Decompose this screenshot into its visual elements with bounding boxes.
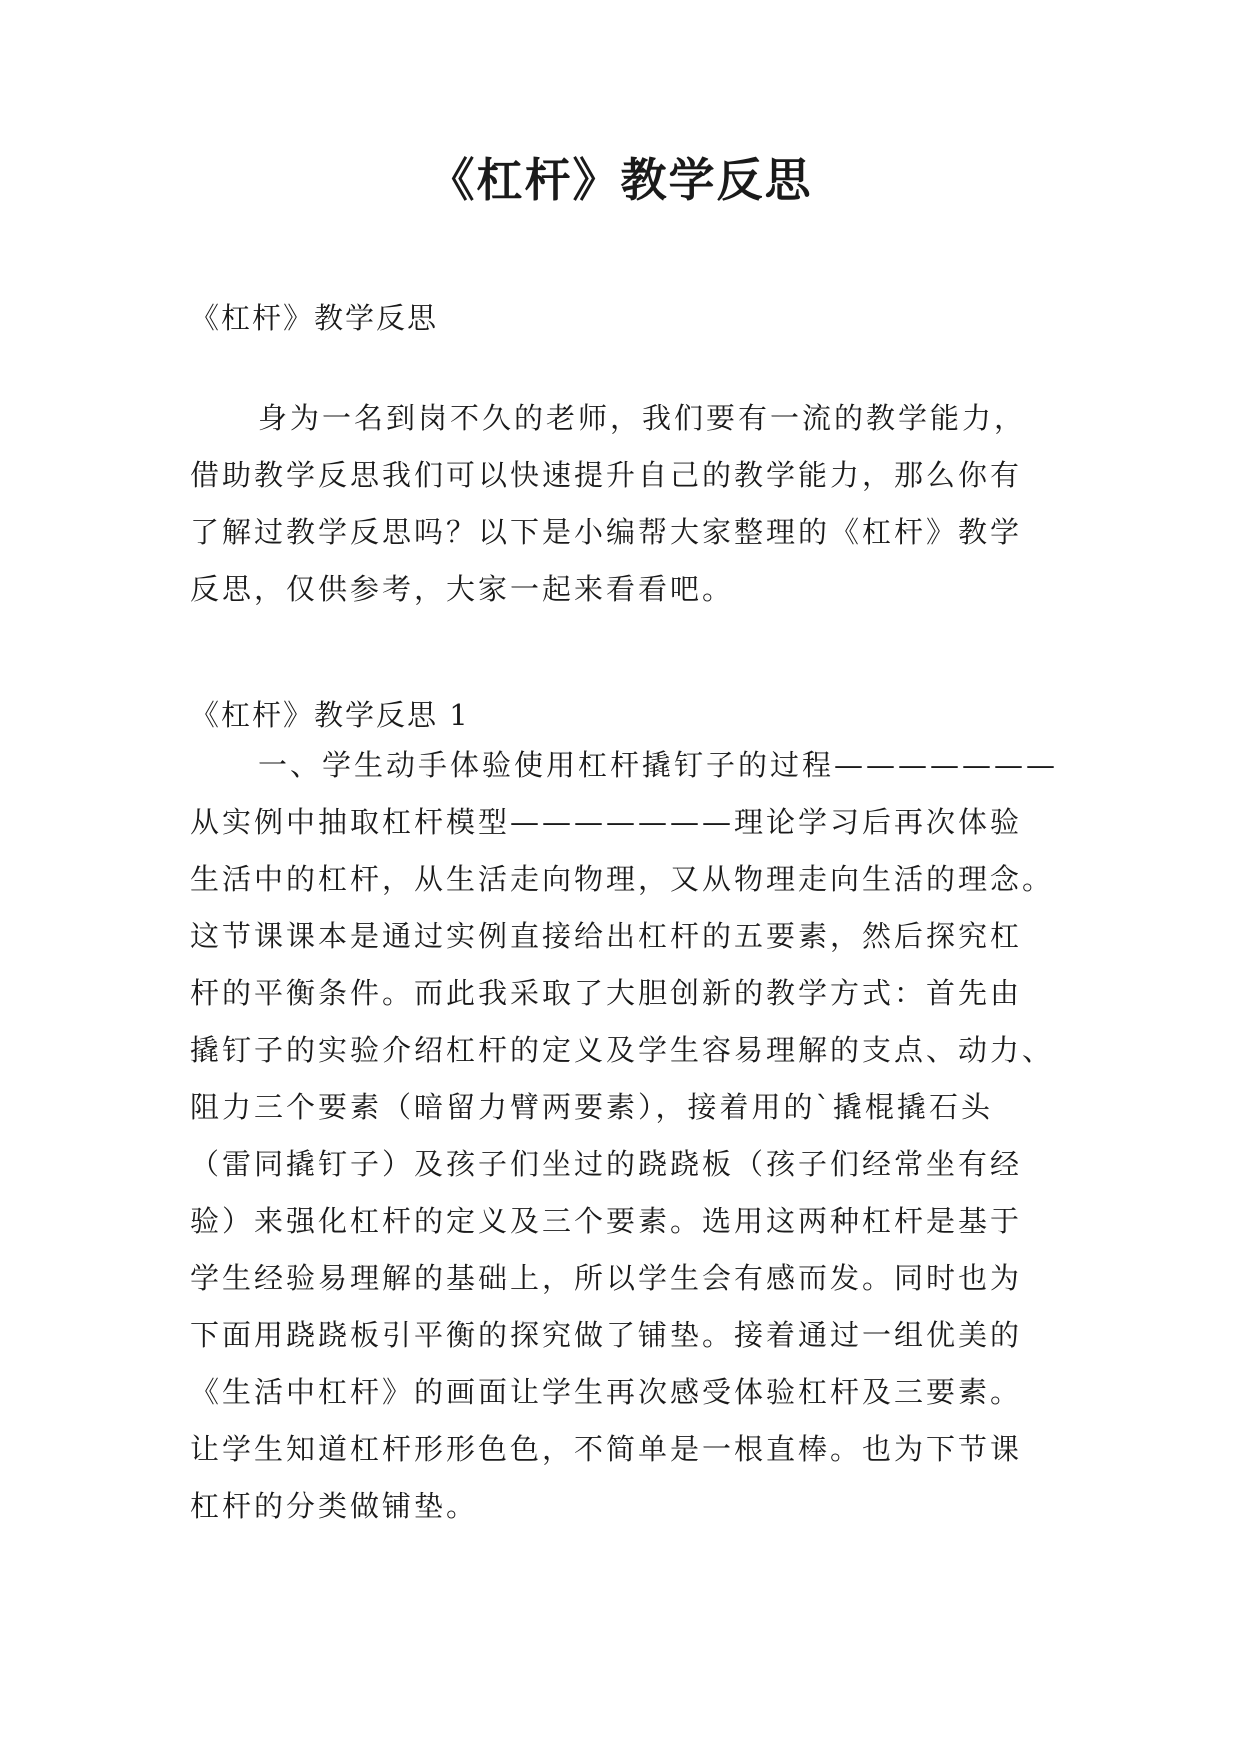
section-line: 杆的平衡条件。而此我采取了大胆创新的教学方式：首先由 [190, 976, 1023, 1010]
section-line: 验）来强化杠杆的定义及三个要素。选用这两种杠杆是基于 [190, 1204, 1023, 1238]
section-line: 从实例中抽取杠杆模型———————理论学习后再次体验 [190, 805, 1023, 839]
section-line: 杠杆的分类做铺垫。 [190, 1489, 479, 1523]
section-line: 撬钉子的实验介绍杠杆的定义及学生容易理解的支点、动力、 [190, 1033, 1055, 1067]
section-line: 阻力三个要素（暗留力臂两要素），接着用的`撬棍撬石头 [190, 1090, 994, 1124]
intro-paragraph [190, 390, 1075, 618]
section-line: 生活中的杠杆，从生活走向物理，又从物理走向生活的理念。 [190, 862, 1055, 896]
section-line: 这节课课本是通过实例直接给出杠杆的五要素，然后探究杠 [190, 919, 1023, 953]
intro-line: 身为一名到岗不久的老师，我们要有一流的教学能力， [258, 401, 1027, 435]
intro-line: 借助教学反思我们可以快速提升自己的教学能力，那么你有 [190, 458, 1023, 492]
section-line: （雷同撬钉子）及孩子们坐过的跷跷板（孩子们经常坐有经 [190, 1147, 1023, 1181]
section-line: 《生活中杠杆》的画面让学生再次感受体验杠杆及三要素。 [190, 1375, 1023, 1409]
section-line: 一、学生动手体验使用杠杆撬钉子的过程——————— [258, 748, 1059, 782]
section-line: 让学生知道杠杆形形色色，不简单是一根直棒。也为下节课 [190, 1432, 1023, 1466]
document-subtitle: 《杠杆》教学反思 [190, 301, 439, 335]
intro-line: 反思，仅供参考，大家一起来看看吧。 [190, 572, 735, 606]
section-line: 下面用跷跷板引平衡的探究做了铺垫。接着通过一组优美的 [190, 1318, 1023, 1352]
section-paragraph [190, 737, 1075, 1535]
document-title: 《杠杆》教学反思 [428, 153, 813, 207]
section-title: 《杠杆》教学反思 1 [190, 698, 470, 732]
section-line: 学生经验易理解的基础上，所以学生会有感而发。同时也为 [190, 1261, 1023, 1295]
intro-line: 了解过教学反思吗？以下是小编帮大家整理的《杠杆》教学 [190, 515, 1023, 549]
